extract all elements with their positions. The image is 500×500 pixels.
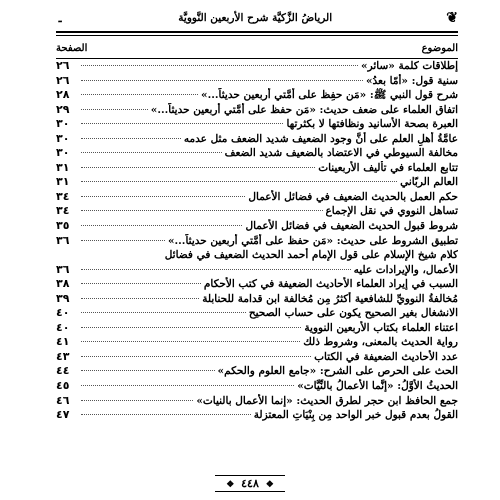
toc-entry-title: عامَّةُ أهلِ العلم على أنَّ وجود الضعيف شديد الضعف مثل عدمه bbox=[183, 132, 458, 145]
toc-entry bbox=[56, 175, 458, 190]
toc-entry-page: ٣٨ bbox=[56, 277, 70, 291]
toc-entry bbox=[56, 350, 458, 365]
toc-entry bbox=[56, 306, 458, 321]
toc-entry-title: العالم الربّاني bbox=[400, 176, 458, 189]
topic-column-heading: الموضوع bbox=[421, 43, 458, 54]
toc-entry-title: تتابع العلماء في تأليف الأربعينات bbox=[318, 161, 458, 174]
toc-entry bbox=[56, 88, 458, 103]
page-footer bbox=[0, 472, 500, 492]
toc-entry-page: ٣٤ bbox=[56, 189, 70, 203]
page-number: ٤٤٨ bbox=[241, 477, 259, 490]
toc-leader-dots bbox=[81, 385, 294, 386]
toc-entry bbox=[56, 263, 458, 278]
toc-entry bbox=[56, 132, 458, 147]
toc-leader-dots bbox=[81, 196, 245, 197]
toc-entry-title: الانشغال بغير الصحيح يكون على حساب الصحيح bbox=[248, 307, 458, 320]
toc-entry-title: رواية الحديث بالمعنى، وشروط ذلك bbox=[303, 336, 458, 349]
toc-entry-title: السبب في إيراد العلماء الأحاديث الضعيفة في كتب الأحكام bbox=[203, 278, 458, 291]
toc-leader-dots bbox=[81, 356, 311, 357]
toc-entry-page: ٣٩ bbox=[56, 291, 70, 305]
toc-leader-dots bbox=[81, 167, 315, 168]
toc-entry bbox=[56, 335, 458, 350]
toc-entry-title: العبرة بصحة الأسانيد ونظافتها لا بكثرتها bbox=[286, 118, 458, 131]
toc-leader-dots bbox=[81, 152, 222, 153]
toc-entry bbox=[56, 59, 458, 74]
toc-entry bbox=[56, 161, 458, 176]
running-header-title: الرياضُ الزَّكيَّة شرح الأربعين النَّوويَّة bbox=[178, 12, 333, 24]
header-rule bbox=[56, 31, 458, 33]
toc-entry-title: تساهل النووي في نقل الإجماع bbox=[325, 205, 458, 218]
toc-entry-title: جمع الحافظ ابن حجر لطرق الحديث: «إنما الأعمال بالنيات» bbox=[196, 394, 458, 407]
toc-entry bbox=[56, 219, 458, 234]
toc-leader-dots bbox=[81, 210, 323, 211]
toc-leader-dots bbox=[81, 240, 165, 241]
toc-entry-title: سنية قول: «أمّا بعدُ» bbox=[365, 74, 458, 87]
toc-entry bbox=[56, 234, 458, 249]
toc-entry bbox=[56, 103, 458, 118]
toc-entry-page: ٤٧ bbox=[56, 408, 70, 422]
footer-ornament-icon: ❖ bbox=[226, 480, 235, 490]
table-of-contents bbox=[56, 59, 458, 423]
toc-entry bbox=[56, 117, 458, 132]
toc-leader-dots bbox=[81, 283, 201, 284]
toc-leader-dots bbox=[81, 400, 193, 401]
toc-entry-title: الحديثُ الأوَّلُ: «إنَّما الأعمالُ بالنِّيَّات» bbox=[297, 380, 458, 393]
toc-entry bbox=[56, 394, 458, 409]
toc-entry bbox=[56, 364, 458, 379]
toc-entry bbox=[56, 292, 458, 307]
toc-leader-dots bbox=[81, 138, 181, 139]
toc-entry-page: ٣٦ bbox=[56, 262, 70, 276]
toc-entry-title: كلام شيخ الإسلام على قول الإمام أحمد الحديث الضعيف في فضائل bbox=[164, 249, 458, 262]
toc-entry-page: ٤٦ bbox=[56, 393, 70, 407]
header-page-marker: ۔ bbox=[56, 10, 65, 26]
page-number-box bbox=[215, 475, 285, 492]
toc-entry-title: عدد الأحاديث الضعيفة في الكتاب bbox=[314, 350, 458, 363]
toc-entry-page: ٣١ bbox=[56, 160, 70, 174]
toc-entry bbox=[56, 277, 458, 292]
running-header bbox=[56, 6, 458, 30]
toc-entry bbox=[56, 204, 458, 219]
toc-entry-title: مخالفة السيوطي في الاعتضاد بالضعيف شديد الضعف bbox=[224, 147, 458, 160]
toc-leader-dots bbox=[81, 94, 198, 95]
toc-entry-page: ٢٩ bbox=[56, 102, 70, 116]
toc-entry-page: ٢٦ bbox=[56, 59, 70, 72]
toc-entry-title: الأعمال، والإيرادات عليه bbox=[353, 263, 458, 276]
toc-entry-title: اعتناء العلماء بكتاب الأربعين النووية bbox=[304, 321, 458, 334]
toc-leader-dots bbox=[81, 80, 363, 81]
toc-entry-title: شرح قول النبي ﷺ: «مَن حفِظ على أمَّتي أربعين حديثاً...» bbox=[201, 89, 458, 102]
toc-leader-dots bbox=[81, 181, 397, 182]
toc-leader-dots bbox=[81, 370, 215, 371]
toc-entry-page: ٤٣ bbox=[56, 349, 70, 363]
toc-entry-page: ٢٨ bbox=[56, 88, 70, 102]
toc-leader-dots bbox=[81, 123, 283, 124]
toc-leader-dots bbox=[81, 327, 301, 328]
toc-entry-title: شروط قبول الحديث الضعيف في فضائل الأعمال bbox=[245, 220, 458, 233]
toc-entry bbox=[56, 321, 458, 336]
toc-entry bbox=[56, 146, 458, 161]
toc-entry-page: ٣١ bbox=[56, 175, 70, 189]
toc-entry-title: القولُ بعدم قبول خبر الواحد مِن بِنْيَاتِ المعتزلة bbox=[253, 409, 458, 422]
toc-leader-dots bbox=[81, 225, 242, 226]
toc-entry-page: ٤٥ bbox=[56, 379, 70, 393]
toc-entry-page: ٣٦ bbox=[56, 233, 70, 247]
toc-entry-title: حكم العمل بالحديث الضعيف في فضائل الأعمال bbox=[248, 190, 458, 203]
page-column-heading: الصفحة bbox=[56, 43, 88, 54]
toc-entry-title: إطلاقات كلمة «سائر» bbox=[361, 60, 458, 72]
header-ornament-icon: ❦ bbox=[446, 10, 458, 26]
toc-entry-title: تطبيق الشروط على حديث: «مَن حفظ على أمَّتي أربعين حديثاً...» bbox=[167, 234, 458, 247]
toc-leader-dots bbox=[81, 109, 148, 110]
toc-entry-page: ٤٤ bbox=[56, 364, 70, 378]
toc-entry-page: ٢٦ bbox=[56, 73, 70, 87]
toc-entry bbox=[56, 248, 458, 263]
toc-entry-page: ٣٠ bbox=[56, 131, 70, 145]
toc-column-headings bbox=[56, 42, 458, 56]
toc-leader-dots bbox=[81, 312, 246, 313]
toc-leader-dots bbox=[81, 414, 251, 415]
toc-entry-page: ٣٥ bbox=[56, 219, 70, 233]
toc-entry-title: اتفاق العلماء على ضعف حديث: «مَن حفظ على أمَّتي أربعين حديثاً...» bbox=[150, 103, 458, 116]
toc-entry-page: ٤٠ bbox=[56, 306, 70, 320]
toc-entry bbox=[56, 74, 458, 89]
footer-ornament-icon: ❖ bbox=[265, 480, 274, 490]
header-rule-thin bbox=[56, 35, 458, 36]
toc-entry-page: ٣٠ bbox=[56, 117, 70, 131]
toc-entry bbox=[56, 408, 458, 423]
toc-leader-dots bbox=[81, 298, 199, 299]
toc-entry-page: ٣٤ bbox=[56, 204, 70, 218]
toc-entry-page: ٣٠ bbox=[56, 146, 70, 160]
toc-entry-page: ٤٠ bbox=[56, 320, 70, 334]
toc-entry bbox=[56, 190, 458, 205]
toc-leader-dots bbox=[81, 65, 358, 66]
toc-entry-page: ٤١ bbox=[56, 335, 70, 349]
toc-entry bbox=[56, 379, 458, 394]
toc-entry-title: الحث على الحرص على الشرح: «جامع العلوم والحكم» bbox=[217, 365, 458, 378]
toc-leader-dots bbox=[81, 341, 300, 342]
toc-leader-dots bbox=[81, 269, 351, 270]
toc-entry-title: مُخالفةُ النوويِّ للشافعية أكثرُ مِن مُخالفة ابن قدامة للحنابلة bbox=[202, 292, 458, 305]
